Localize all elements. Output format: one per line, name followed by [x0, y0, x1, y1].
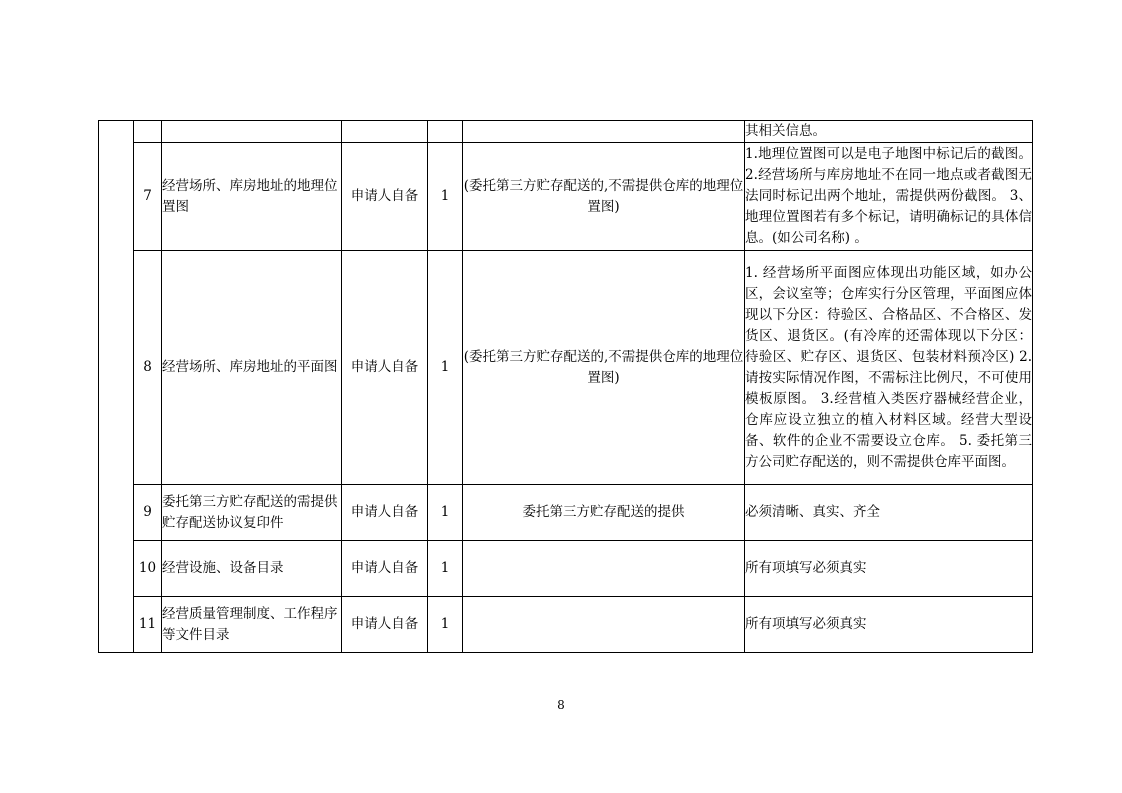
- material-source: 申请人自备: [342, 597, 428, 653]
- material-name: 经营质量管理制度、工作程序等文件目录: [162, 597, 342, 653]
- copy-count: 1: [428, 541, 463, 597]
- material-source: 申请人自备: [342, 251, 428, 485]
- remark: (委托第三方贮存配送的,不需提供仓库的地理位置图): [463, 143, 745, 251]
- table-row: [99, 541, 1033, 597]
- material-source: 申请人自备: [342, 541, 428, 597]
- merged-left-cell: [99, 121, 134, 653]
- copy-count: 1: [428, 597, 463, 653]
- material-source: 申请人自备: [342, 485, 428, 541]
- material-source: [342, 121, 428, 143]
- remark: (委托第三方贮存配送的,不需提供仓库的地理位置图): [463, 251, 745, 485]
- table-row: [99, 251, 1033, 485]
- copy-count: 1: [428, 485, 463, 541]
- material-name: 委托第三方贮存配送的需提供贮存配送协议复印件: [162, 485, 342, 541]
- requirement: 所有项填写必须真实: [745, 541, 1033, 597]
- requirement: 必须清晰、真实、齐全: [745, 485, 1033, 541]
- requirement: 所有项填写必须真实: [745, 597, 1033, 653]
- row-number: 11: [134, 597, 162, 653]
- row-number: 10: [134, 541, 162, 597]
- table-row: [99, 485, 1033, 541]
- material-name: [162, 121, 342, 143]
- table-row: [99, 143, 1033, 251]
- material-name: 经营设施、设备目录: [162, 541, 342, 597]
- remark: 委托第三方贮存配送的提供: [463, 485, 745, 541]
- materials-table: [98, 120, 1033, 653]
- material-name: 经营场所、库房地址的平面图: [162, 251, 342, 485]
- row-number: 8: [134, 251, 162, 485]
- copy-count: 1: [428, 251, 463, 485]
- table-row: [99, 597, 1033, 653]
- requirement: 其相关信息。: [745, 121, 1033, 143]
- row-number: 7: [134, 143, 162, 251]
- table-row: [99, 121, 1033, 143]
- copy-count: 1: [428, 143, 463, 251]
- page-number: 8: [557, 698, 565, 712]
- requirement: 1.地理位置图可以是电子地图中标记后的截图。 2.经营场所与库房地址不在同一地点或者截图无法同时标记出两个地址，需提供两份截图。 3、地理位置图若有多个标记，请明确标记的具体信息。(如公司名称) 。: [745, 143, 1033, 251]
- remark: [463, 597, 745, 653]
- material-name: 经营场所、库房地址的地理位置图: [162, 143, 342, 251]
- requirement: 1. 经营场所平面图应体现出功能区域，如办公区，会议室等；仓库实行分区管理，平面图应体现以下分区：待验区、合格品区、不合格区、发货区、退货区。(有冷库的还需体现以下分区：待验区、贮存区、退货区、包装材料预冷区) 2.请按实际情况作图，不需标注比例尺，不可使用模板原图。 3.经营植入类医疗器械经营企业，仓库应设立独立的植入材料区域。经营大型设备、软件的企业不需要设立仓库。 5. 委托第三方公司贮存配送的，则不需提供仓库平面图。: [745, 251, 1033, 485]
- row-number: [134, 121, 162, 143]
- copy-count: [428, 121, 463, 143]
- remark: [463, 121, 745, 143]
- material-source: 申请人自备: [342, 143, 428, 251]
- row-number: 9: [134, 485, 162, 541]
- remark: [463, 541, 745, 597]
